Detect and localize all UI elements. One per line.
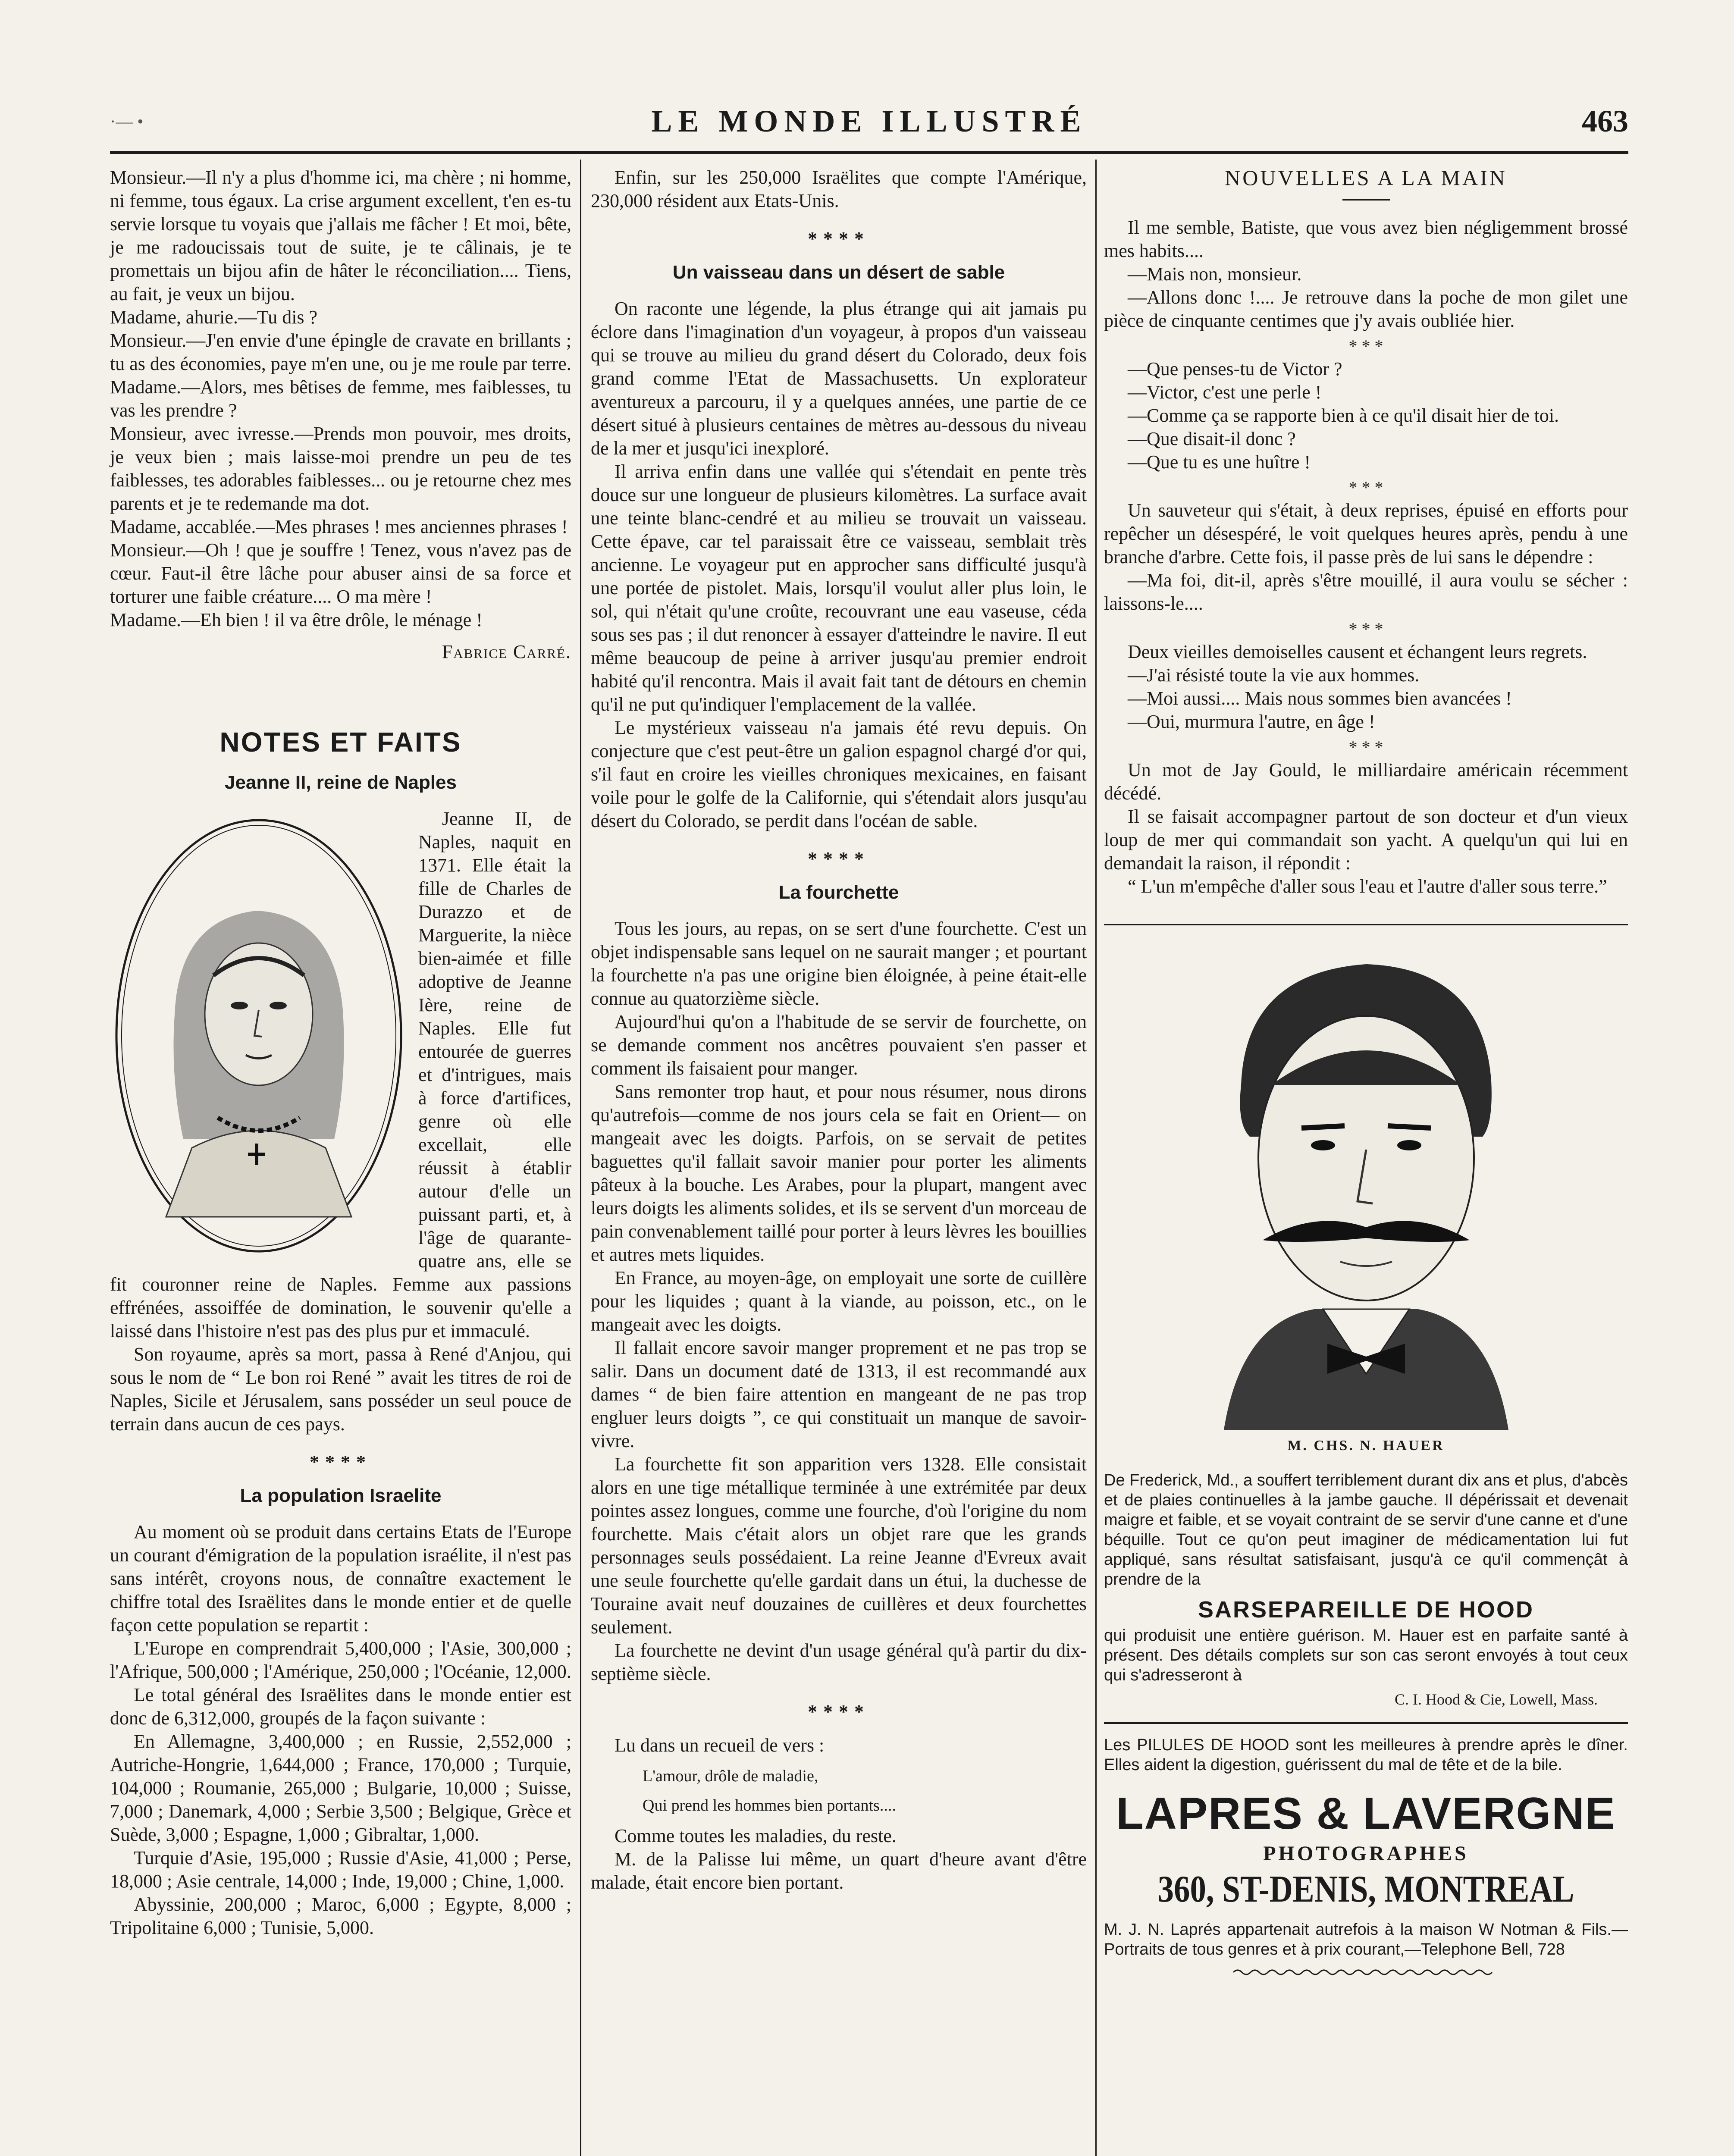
joke-line: —J'ai résisté toute la vie aux hommes.	[1128, 664, 1420, 686]
article-paragraph: Tous les jours, au repas, on se sert d'une fourchette. C'est un objet indispensable sans lequel on ne saurait manger ; et pourtant la fourchette n'a pas une origine bien éloignée, à peine était-elle connue au quatorzième siècle.	[591, 918, 1087, 1009]
dialogue-line: Madame.—Eh bien ! il va être drôle, le ménage !	[110, 609, 483, 630]
joke-line: —Mais non, monsieur.	[1128, 263, 1302, 285]
joke-line: Un mot de Jay Gould, le milliardaire américain récemment décédé.	[1104, 759, 1628, 804]
joke-line: —Ma foi, dit-il, après s'être mouillé, il aura voulu se sécher : laissons-le....	[1104, 570, 1628, 614]
joke-line: —Oui, murmura l'autre, en âge !	[1128, 711, 1375, 732]
joke-line: —Victor, c'est une perle !	[1128, 382, 1322, 403]
asterism: * * *	[1348, 619, 1383, 639]
column-3	[1104, 166, 1628, 1991]
separator: ****	[310, 1451, 372, 1473]
dialogue-line: Monsieur.—J'en envie d'une épingle de cravate en brillants ; tu as des économies, paye m'en une, ou je me roule par terre.	[110, 330, 571, 374]
article-paragraph: Enfin, sur les 250,000 Israëlites que compte l'Amérique, 230,000 résident aux Etats-Unis.	[591, 167, 1087, 211]
ad-body: De Frederick, Md., a souffert terriblement durant dix ans et plus, d'abcès et de plaies continuelles à la jambe gauche. Il dépérissait et devenait maigre et faible, et se voyait contraint de se servir d'une canne et d'une béquille. Tout ce qu'on peut imaginer de médicamentation lui fut appliqué, sans résultat satisfaisant, jusqu'à ce qu'il commençât à prendre de la	[1104, 1471, 1628, 1589]
ad-pills: Les PILULES DE HOOD sont les meilleures à prendre après le dîner. Elles aident la digestion, guérissent du mal de tête et de la bile.	[1104, 1736, 1628, 1774]
article-paragraph: Sans remonter trop haut, et pour nous résumer, nous dirons qu'autrefois—comme de nos jours cela se fait en Orient— on mangeait avec les doigts. Parfois, on se servait de petites baguettes qu'il fallait savoir manier pour porter les aliments pâteux à la bouche. Les Arabes, pour la plupart, mangent avec leurs doigts les aliments solides, et ils se servent d'un morceau de pain convenablement taillé pour porter à leurs lèvres les bouillies et autres mets liquides.	[591, 1081, 1087, 1265]
article-paragraph: Abyssinie, 200,000 ; Maroc, 6,000 ; Egypte, 8,000 ; Tripolitaine 6,000 ; Tunisie, 5,000.	[110, 1894, 571, 1938]
article-paragraph: Le mystérieux vaisseau n'a jamais été revu depuis. On conjecture que c'est peut-être un galion espagnol chargé d'or qui, s'il faut en croire les vieilles chroniques mexicaines, en faisant voile pour le golfe de la Californie, qui s'étendait alors jusqu'au désert du Colorado, se perdit dans l'océan de sable.	[591, 717, 1087, 831]
article-title: Un vaisseau dans un désert de sable	[672, 262, 1005, 283]
joke	[1104, 357, 1628, 474]
joke-line: Un sauveteur qui s'était, à deux reprises, épuisé en efforts pour repêcher un désespéré, le voit quelques heures après, pendu à une branche d'arbre. Cette fois, il passe près de lui sans le dépendre :	[1104, 500, 1628, 567]
article-paragraph: Comme toutes les maladies, du reste.	[615, 1825, 897, 1846]
joke-line: —Que penses-tu de Victor ?	[1128, 358, 1342, 379]
joke-line: Deux vieilles demoiselles causent et échangent leurs regrets.	[1128, 641, 1587, 662]
joke-line: “ L'un m'empêche d'aller sous l'eau et l'autre d'aller sous terre.”	[1128, 876, 1607, 897]
joke-line: —Comme ça se rapporte bien à ce qu'il disait hier de toi.	[1128, 405, 1559, 426]
article-body	[591, 917, 1087, 1686]
article-body	[591, 297, 1087, 833]
article-paragraph: Il fallait encore savoir manger proprement et ne pas trop se salir. Dans un document daté de 1313, il est recommandé aux dames “ de bien faire attention en mangeant de ne pas trop engluer leurs doigts ”, ce qui constituait un manque de savoir-vivre.	[591, 1337, 1087, 1451]
studio-name: LAPRES & LAVERGNE	[1116, 1789, 1616, 1839]
separator: ****	[808, 228, 870, 249]
masthead-title: LE MONDE ILLUSTRÉ	[651, 104, 1087, 138]
article-paragraph: Il arriva enfin dans une vallée qui s'étendait en pente très douce sur une longueur de plusieurs kilomètres. La surface avait une teinte blanc-cendré et au milieu se trouvait un vaisseau. Cette épave, car tel paraissait être ce vaisseau, semblait très ancienne. Le voyageur put en approcher sans difficulté jusqu'à une portée de pistolet. Mais, lorsqu'il voulut aller plus loin, le sol, qui n'était qu'une croûte, recouvrant une eau vaseuse, céda sous ses pas ; il dut renoncer à essayer d'atteindre le navire. Il eut même beaucoup de peine à arriver jusqu'au premier endroit habité qu'il rencontra. Mais il avait fait tant de détours en chemin qu'il ne put qu'indiquer l'emplacement de la vallée.	[591, 461, 1087, 715]
joke-line: —Que tu es une huître !	[1128, 451, 1311, 473]
dialogue-line: Madame, ahurie.—Tu dis ?	[110, 307, 318, 328]
article-title: La fourchette	[778, 882, 899, 903]
dialogue-line: Monsieur, avec ivresse.—Prends mon pouvoir, mes droits, je veux bien ; mais laisse-moi prendre un peu de tes faiblesses, tes adorables faiblesses... ou je retourne chez mes parents et je te redemande ma dot.	[110, 423, 571, 514]
joke	[1104, 499, 1628, 615]
article-title: La population Israelite	[240, 1485, 442, 1506]
ad-body-continued: qui produisit une entière guérison. M. Hauer est en parfaite santé à présent. Des détails complets sur son cas seront envoyés à tout ceux qui s'adresseront à	[1104, 1626, 1628, 1684]
studio-profession: PHOTOGRAPHES	[1263, 1842, 1469, 1865]
asterism: * * *	[1348, 478, 1383, 497]
article-paragraph: Lu dans un recueil de vers :	[615, 1735, 825, 1756]
section-rule	[1104, 924, 1628, 925]
article-paragraph: Son royaume, après sa mort, passa à René d'Anjou, qui sous le nom de “ Le bon roi René ” avait les titres de roi de Naples, Sicile et Jérusalem, sans posséder un seul pouce de terrain dans aucun de ces pays.	[110, 1344, 571, 1435]
joke	[1104, 758, 1628, 898]
studio-note: M. J. N. Laprés appartenait autrefois à la maison W Notman & Fils.—Portraits de tous genres et à prix courant,—Telephone Bell, 728	[1104, 1921, 1628, 1959]
page-number: 463	[1582, 104, 1628, 138]
joke	[1104, 640, 1628, 733]
article-paragraph: On raconte une légende, la plus étrange qui ait jamais pu éclore dans l'imagination d'un voyageur, à propos d'un vaisseau qui se trouve au milieu du grand désert du Colorado, deux fois grand comme l'Etat de Massachusetts. Un explorateur aventureux a parcouru, il y a quelques années, une partie de ce désert situé à plusieurs centaines de mètres au-dessous du niveau de la mer et jusqu'ici inexploré.	[591, 298, 1087, 459]
dialogue-line: Madame, accablée.—Mes phrases ! mes anciennes phrases !	[110, 516, 568, 537]
verse-line: L'amour, drôle de maladie,	[643, 1767, 818, 1785]
article-paragraph: En Allemagne, 3,400,000 ; en Russie, 2,552,000 ; Autriche-Hongrie, 1,644,000 ; France, 170,000 ; Turquie, 104,000 ; Roumanie, 265,000 ; Bulgarie, 10,000 ; Suisse, 7,000 ; Danemark, 4,000 ; Serbie 3,500 ; Belgique, Grèce et Suède, 3,000 ; Espagne, 1,000 ; Gibraltar, 1,000.	[110, 1731, 571, 1845]
section-title: NOTES ET FAITS	[219, 727, 462, 758]
article-paragraph: La fourchette ne devint d'un usage général qu'à partir du dix-septième siècle.	[591, 1640, 1087, 1684]
column-divider	[580, 160, 581, 2156]
article-paragraph: Au moment où se produit dans certains Etats de l'Europe un courant d'émigration de la population israélite, il n'est pas sans intérêt, croyons nous, de connaître exactement le chiffre total des Israëlites dans le monde entier et de quelle façon cette population se repartit :	[110, 1521, 571, 1636]
joke-line: —Moi aussi.... Mais nous sommes bien avancées !	[1128, 688, 1512, 709]
section-title: NOUVELLES A LA MAIN	[1225, 166, 1507, 190]
article-paragraph: L'Europe en comprendrait 5,400,000 ; l'Asie, 300,000 ; l'Afrique, 500,000 ; l'Amérique, 250,000 ; l'Océanie, 12,000.	[110, 1638, 571, 1682]
asterism: * * *	[1348, 737, 1383, 757]
article-paragraph: Turquie d'Asie, 195,000 ; Russie d'Asie, 41,000 ; Perse, 18,000 ; Asie centrale, 14,000 ; Inde, 19,000 ; Chine, 1,000.	[110, 1847, 571, 1892]
article-paragraph: Le total général des Israëlites dans le monde entier est donc de 6,312,000, groupés de la façon suivante :	[110, 1684, 571, 1729]
joke-line: Il me semble, Batiste, que vous avez bien négligemment brossé mes habits....	[1104, 217, 1628, 261]
separator: ****	[808, 848, 870, 869]
joke-line: —Allons donc !.... Je retrouve dans la poche de mon gilet une pièce de cinquante centimes que j'y avais oubliée hier.	[1104, 287, 1628, 331]
hauer-portrait	[1172, 943, 1560, 1430]
joke-line: —Que disait-il donc ?	[1128, 428, 1296, 449]
dialogue-line: Madame.—Alors, mes bêtises de femme, mes faiblesses, tu vas les prendre ?	[110, 376, 571, 421]
article-paragraph: M. de la Palisse lui même, un quart d'heure avant d'être malade, était encore bien portant.	[591, 1849, 1087, 1893]
dialogue	[110, 166, 571, 632]
ad-rule	[1104, 1722, 1628, 1724]
page-header	[110, 103, 1628, 151]
ad-product: SARSEPAREILLE DE HOOD	[1198, 1597, 1534, 1623]
asterism: * * *	[1348, 336, 1383, 356]
header-mark: ·— •	[110, 112, 144, 131]
separator: ****	[808, 1701, 870, 1722]
header-rule	[110, 151, 1628, 154]
article-title: Jeanne II, reine de Naples	[224, 772, 457, 793]
column-2	[591, 166, 1087, 1894]
article-body	[110, 1520, 571, 1940]
author-signature: Fabrice Carré.	[442, 641, 571, 662]
column-1	[110, 166, 571, 1940]
dialogue-line: Monsieur.—Il n'y a plus d'homme ici, ma chère ; ni homme, ni femme, tous égaux. La crise argument excellent, t'en es-tu servie lorsque tu voyais que j'allais me fâcher ! Et moi, bête, je me radoucissais tout de suite, je te câlinais, je te promettais un bijou afin de hâter le réconciliation.... Tiens, au fait, je veux un bijou.	[110, 167, 571, 304]
portrait-caption: M. CHS. N. HAUER	[1287, 1438, 1445, 1454]
dialogue-line: Monsieur.—Oh ! que je souffre ! Tenez, vous n'avez pas de cœur. Faut-il être lâche pour abuser ainsi de sa force et torturer une faible créature.... O ma mère !	[110, 539, 571, 607]
joke	[1104, 216, 1628, 332]
article-paragraph: Aujourd'hui qu'on a l'habitude de se servir de fourchette, on se demande comment nos ancêtres pouvaient s'en passer et comment ils faisaient pour manger.	[591, 1011, 1087, 1079]
ornamental-rule	[1104, 1967, 1628, 1977]
title-dash	[1342, 199, 1390, 201]
ad-address: C. I. Hood & Cie, Lowell, Mass.	[1395, 1691, 1598, 1708]
verse-line: Qui prend les hommes bien portants....	[643, 1796, 896, 1814]
article-paragraph: La fourchette fit son apparition vers 1328. Elle consistait alors en une tige métallique terminée à une extrémitée par deux pointes assez longues, comme une fourche, d'où l'origine du nom fourchette. Mais c'était alors un objet rare que les grands personnages seuls possédaient. La reine Jeanne d'Evreux avait une seule fourchette qu'elle gardait dans un étui, la duchesse de Touraine avait neuf douzaines de cuillères et deux fourchettes seulement.	[591, 1454, 1087, 1638]
article-paragraph: Jeanne II, de Naples, naquit en 1371. Elle était la fille de Charles de Durazzo et de Marguerite, la nièce bien-aimée et fille adoptive de Jeanne Ière, reine de Naples. Elle fut entourée de guerres et d'intrigues, mais à force d'artifices, genre où elle excellait, elle réussit à établir autour d'elle un puissant parti, et, à l'âge de quarante-quatre ans, elle se fit couronner reine de Naples. Femme aux passions effrénées, assoiffée de domination, le souvenir qu'elle a laissé dans l'histoire n'est pas des plus pur et immaculé.	[110, 808, 571, 1341]
column-divider	[1095, 160, 1097, 2156]
article-paragraph: En France, au moyen-âge, on employait une sorte de cuillère pour les liquides ; quant à la viande, au poisson, etc., on le mangeait avec les doigts.	[591, 1267, 1087, 1335]
studio-address: 360, ST-DENIS, MONTREAL	[1157, 1868, 1574, 1910]
joke-line: Il se faisait accompagner partout de son docteur et d'un vieux loup de mer qui commandait son yacht. A quelqu'un qui lui en demandait la raison, il répondit :	[1104, 806, 1628, 874]
queen-portrait	[110, 812, 408, 1264]
